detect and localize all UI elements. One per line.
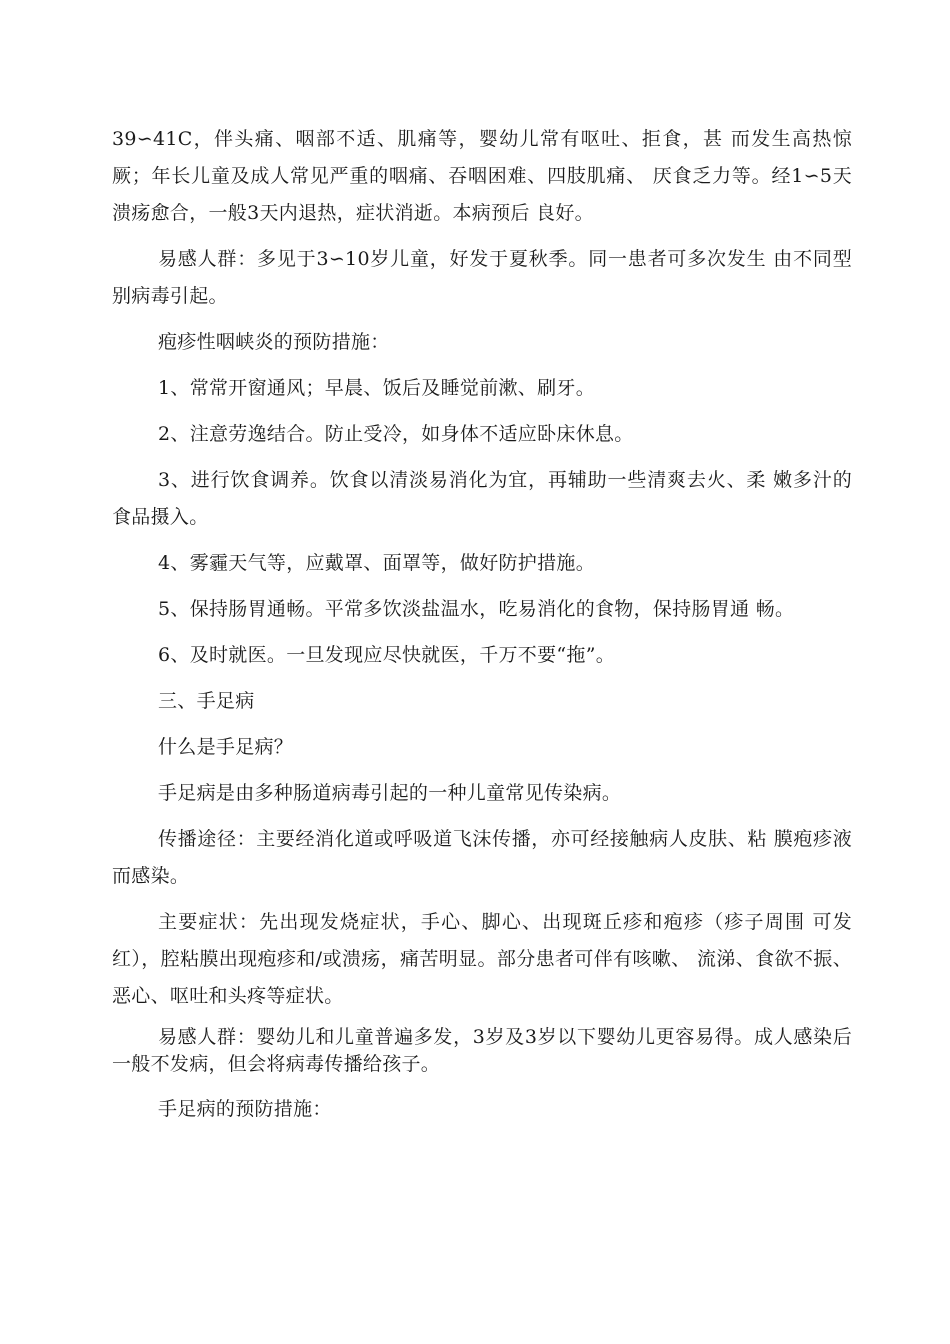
prevention-item-1: 1、常常开窗通风；早晨、饭后及睡觉前漱、刷牙。 xyxy=(158,377,595,399)
heading-hand-foot-prevention: 手足病的预防措施： xyxy=(158,1098,332,1120)
question-what-is: 什么是手足病？ xyxy=(158,736,294,758)
paragraph-main-symptoms: 主要症状：先出现发烧症状，手心、脚心、出现斑丘疹和疱疹（疹子周围 可发红），腔粘膜出现疱疹和/或溃疡，痛苦明显。部分患者可伴有咳嗽、 流涕、食欲不振、恶心、呕吐和头疼等症状。 xyxy=(112,911,852,1007)
prevention-item-6: 6、及时就医。一旦发现应尽快就医，千万不要“拖”。 xyxy=(158,644,616,666)
prevention-item-5: 5、保持肠胃通畅。平常多饮淡盐温水，吃易消化的食物，保持肠胃通 畅。 xyxy=(158,598,795,620)
paragraph-susceptible-population-2: 易感人群：婴幼儿和儿童普遍多发，3岁及3岁以下婴幼儿更容易得。成人感染后一般不发病，但会将病毒传播给孩子。 xyxy=(112,1026,852,1075)
prevention-item-4: 4、雾霾天气等，应戴罩、面罩等，做好防护措施。 xyxy=(158,552,595,574)
section-heading-hand-foot: 三、手足病 xyxy=(158,690,255,712)
heading-herpangina-prevention: 疱疹性咽峡炎的预防措施： xyxy=(158,331,390,353)
paragraph-symptoms-continued: 39∽41C，伴头痛、咽部不适、肌痛等，婴幼儿常有呕吐、拒食，甚 而发生高热惊厥；年长儿童及成人常见严重的咽痛、吞咽困难、四肢肌痛、 厌食乏力等。经1∽5天溃疡愈合，一般3天内退热，症状消逝。本病预后 良好。 xyxy=(112,128,852,224)
paragraph-definition: 手足病是由多种肠道病毒引起的一种儿童常见传染病。 xyxy=(158,782,622,804)
prevention-item-3: 3、进行饮食调养。饮食以清淡易消化为宜，再辅助一些清爽去火、柔 嫩多汁的食品摄入。 xyxy=(112,469,852,528)
prevention-item-2: 2、注意劳逸结合。防止受冷，如身体不适应卧床休息。 xyxy=(158,423,634,445)
paragraph-susceptible-population: 易感人群：多见于3∽10岁儿童，好发于夏秋季。同一患者可多次发生 由不同型别病毒引起。 xyxy=(112,248,852,307)
document-body xyxy=(112,121,852,1137)
paragraph-transmission: 传播途径：主要经消化道或呼吸道飞沫传播，亦可经接触病人皮肤、粘 膜疱疹液而感染。 xyxy=(112,828,852,887)
